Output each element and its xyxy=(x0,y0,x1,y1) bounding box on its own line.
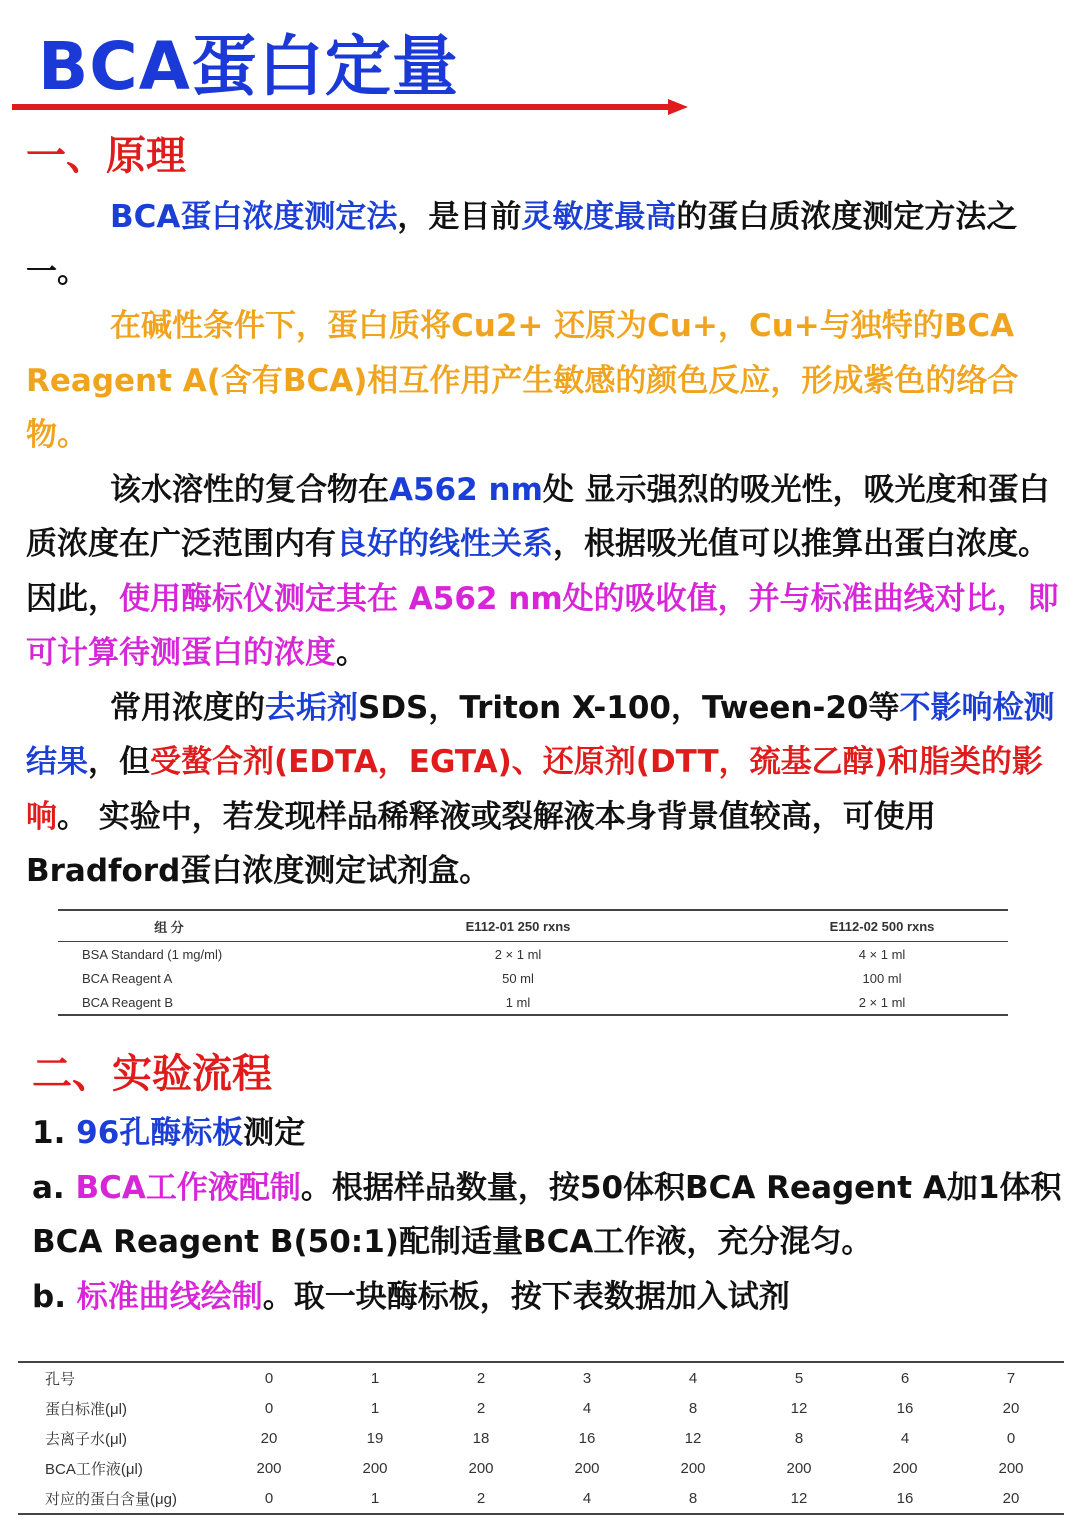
table-header: E112-01 250 rxns xyxy=(280,910,756,942)
table-cell: 7 xyxy=(958,1362,1064,1393)
text-span: SDS，Triton X-100，Tween-20等 xyxy=(358,689,900,726)
table-cell: 对应的蛋白含量(μg) xyxy=(18,1483,216,1514)
table-header: E112-02 500 rxns xyxy=(756,910,1008,942)
kit-components-table xyxy=(58,909,1008,1016)
text-span: 灵敏度最高 xyxy=(521,199,677,235)
table-cell: 4 xyxy=(900,1429,910,1447)
table-cell: 0 xyxy=(1006,1429,1016,1447)
table-cell: 0 xyxy=(264,1399,274,1417)
text-span: 。 实验中，若发现样品稀释液或裂解液本身背景值较高，可使用Bradford蛋白浓度测定试剂盒。 xyxy=(26,798,936,889)
table-cell: 8 xyxy=(794,1429,804,1447)
table-cell: 4 xyxy=(582,1399,592,1417)
text-span: ，是目前 xyxy=(397,199,522,235)
table-cell: 2 xyxy=(428,1483,534,1514)
table-cell: 200 xyxy=(574,1459,600,1477)
table-cell: 0 xyxy=(216,1483,322,1514)
paragraph-3 xyxy=(26,463,1066,681)
text-span: 96孔酶标板 xyxy=(76,1115,244,1151)
text-span: BCA蛋白浓度测定法 xyxy=(110,199,398,235)
table-header-row xyxy=(58,910,1008,942)
table-row xyxy=(58,942,1008,967)
table-row xyxy=(18,1483,1064,1514)
table-cell: 12 xyxy=(790,1399,808,1417)
table-cell: BCA Reagent A xyxy=(82,970,173,986)
text-span: 受螯合剂(EDTA，EGTA)、还原剂(DTT，巯基乙醇)和脂类的影响 xyxy=(26,744,1043,835)
table-cell: 2 xyxy=(476,1399,486,1417)
text-span: 常用浓度的 xyxy=(110,689,265,726)
table-cell: 50 ml xyxy=(502,970,534,986)
text-span: 。 xyxy=(336,635,367,671)
paragraph-4 xyxy=(26,681,1066,899)
text-span: ，但 xyxy=(88,744,150,780)
table-cell: 1 ml xyxy=(280,990,756,1015)
paragraph-2: 在碱性条件下，蛋白质将Cu2+ 还原为Cu+，Cu+与独特的BCA Reagent A(含有BCA)相互作用产生敏感的颜色反应，形成紫色的络合物。 xyxy=(26,308,1019,453)
table-cell: 19 xyxy=(366,1429,384,1447)
table-cell: 16 xyxy=(852,1483,958,1514)
table-row xyxy=(18,1393,1064,1423)
text-span: BCA工作液配制 xyxy=(75,1169,301,1206)
table-cell: 16 xyxy=(896,1399,914,1417)
step-number: 1. xyxy=(32,1115,77,1151)
text-span: ，根据吸光值可以推算出蛋白浓度。因此， xyxy=(26,526,1049,617)
table-cell: BCA工作液(μl) xyxy=(45,1460,143,1478)
table-cell: 20 xyxy=(260,1429,278,1447)
step-1 xyxy=(32,1106,1072,1161)
table-header: 组 分 xyxy=(58,910,280,942)
table-cell: 16 xyxy=(578,1429,596,1447)
table-cell: 孔号 xyxy=(18,1362,216,1393)
table-cell: 1 xyxy=(322,1483,428,1514)
step-label: a. xyxy=(32,1169,76,1206)
table-cell: 1 xyxy=(370,1399,380,1417)
text-span: 。根据样品数量，按50体积BCA Reagent A加1体积BCA Reagent B(50:1)配制适量BCA工作液，充分混匀。 xyxy=(32,1169,1062,1260)
standard-curve-table xyxy=(18,1361,1064,1515)
table-cell: 200 xyxy=(362,1459,388,1477)
table-cell: 4 × 1 ml xyxy=(858,946,906,962)
paragraph-1 xyxy=(26,190,1066,299)
table-cell: 200 xyxy=(786,1459,812,1477)
table-cell: 200 xyxy=(468,1459,494,1477)
principle-text xyxy=(26,190,1066,899)
table-cell: 1 xyxy=(322,1362,428,1393)
table-cell: 蛋白标准(μl) xyxy=(45,1400,127,1418)
table-cell: 6 xyxy=(852,1362,958,1393)
table-cell: 200 xyxy=(998,1459,1024,1477)
text-span: 的蛋白质浓度测定方法之一。 xyxy=(26,199,1018,290)
table-cell: BCA Reagent B xyxy=(58,990,280,1015)
table-cell: 8 xyxy=(640,1483,746,1514)
table-row xyxy=(58,990,1008,1015)
table-cell: 8 xyxy=(688,1399,698,1417)
table-cell: 0 xyxy=(216,1362,322,1393)
table-cell: 3 xyxy=(534,1362,640,1393)
table-row xyxy=(18,1362,1064,1393)
table-cell: 200 xyxy=(892,1459,918,1477)
table-cell: 20 xyxy=(958,1483,1064,1514)
table-cell: 2 xyxy=(428,1362,534,1393)
table-cell: 2 × 1 ml xyxy=(494,946,542,962)
text-span: 良好的线性关系 xyxy=(336,526,553,562)
text-span: 标准曲线绘制 xyxy=(76,1278,263,1315)
section-heading-principle: 一、原理 xyxy=(26,133,186,179)
text-span: A562 nm xyxy=(389,471,543,508)
text-span: 使用酶标仪测定其在 A562 nm处的吸收值，并与标准曲线对比，即可计算待测蛋白的浓度 xyxy=(26,580,1059,671)
table-row xyxy=(18,1423,1064,1453)
text-span: 测定 xyxy=(243,1115,306,1151)
table-row xyxy=(58,966,1008,990)
text-span: 该水溶性的复合物在 xyxy=(110,471,389,508)
text-span: 处 显示强烈的吸光性，吸光度和蛋白质浓度在广泛范围内有 xyxy=(26,471,1050,562)
table-cell: 200 xyxy=(680,1459,706,1477)
title-underline-arrow-icon xyxy=(12,98,692,116)
table-cell: 12 xyxy=(746,1483,852,1514)
step-b xyxy=(32,1270,1072,1325)
table-cell: 4 xyxy=(534,1483,640,1514)
text-span: 。取一块酶标板，按下表数据加入试剂 xyxy=(262,1278,790,1315)
table-cell: 200 xyxy=(256,1459,282,1477)
step-a xyxy=(32,1161,1072,1270)
table-cell: 18 xyxy=(472,1429,490,1447)
text-span: 不影响检测结果 xyxy=(26,689,1055,780)
table-cell: 2 × 1 ml xyxy=(756,990,1008,1015)
text-span: 去垢剂 xyxy=(265,689,358,726)
step-label: b. xyxy=(32,1278,77,1315)
procedure-steps xyxy=(32,1106,1072,1324)
page-title: BCA蛋白定量 xyxy=(38,28,459,105)
table-cell: 4 xyxy=(640,1362,746,1393)
table-cell: 5 xyxy=(746,1362,852,1393)
table-cell: 100 ml xyxy=(862,970,902,986)
table-cell: 去离子水(μl) xyxy=(45,1430,127,1448)
table-row xyxy=(18,1453,1064,1483)
section-heading-procedure: 二、实验流程 xyxy=(32,1051,272,1097)
table-cell: 20 xyxy=(1002,1399,1020,1417)
table-cell: 12 xyxy=(684,1429,702,1447)
table-cell: BSA Standard (1 mg/ml) xyxy=(82,946,223,962)
